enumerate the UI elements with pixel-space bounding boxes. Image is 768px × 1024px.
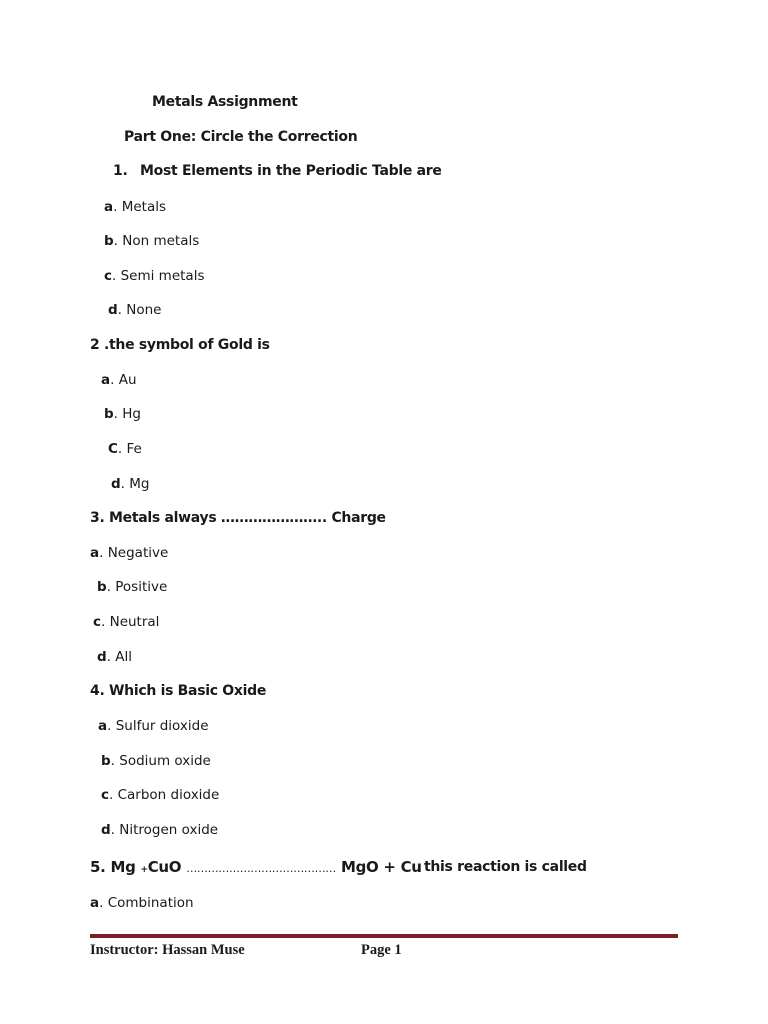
q5-reactant: CuO bbox=[147, 858, 182, 876]
q1-option-b[interactable]: b. Non metals bbox=[104, 233, 200, 249]
q1-option-d[interactable]: d. None bbox=[108, 302, 162, 318]
footer-page-number: Page 1 bbox=[361, 942, 402, 958]
q4-option-a[interactable]: a. Sulfur dioxide bbox=[98, 718, 209, 734]
q5-prefix: 5. Mg bbox=[90, 858, 136, 876]
q3-option-a[interactable]: a. Negative bbox=[90, 545, 169, 561]
question-5 bbox=[90, 858, 422, 879]
document-title: Metals Assignment bbox=[152, 94, 298, 110]
question-2: 2 .the symbol of Gold is bbox=[90, 337, 270, 353]
question-1 bbox=[113, 162, 442, 180]
q1-option-a[interactable]: a. Metals bbox=[104, 199, 167, 215]
question-4: 4. Which is Basic Oxide bbox=[90, 683, 267, 699]
q3-option-d[interactable]: d. All bbox=[97, 649, 132, 665]
question-3: 3. Metals always ………………….. Charge bbox=[90, 510, 386, 526]
question-1-number: 1. bbox=[113, 163, 128, 179]
q1-option-c[interactable]: c. Semi metals bbox=[104, 268, 205, 284]
q2-option-c[interactable]: C. Fe bbox=[108, 441, 142, 457]
q4-option-b[interactable]: b. Sodium oxide bbox=[101, 753, 211, 769]
q4-option-c[interactable]: c. Carbon dioxide bbox=[101, 787, 220, 803]
q5-plus: + bbox=[140, 865, 148, 875]
q2-option-d[interactable]: d. Mg bbox=[111, 476, 150, 492]
q5-tail: this reaction is called bbox=[424, 859, 587, 875]
q5-product: MgO + Cu bbox=[340, 858, 422, 876]
q2-option-a[interactable]: a. Au bbox=[101, 372, 137, 388]
q2-option-b[interactable]: b. Hg bbox=[104, 406, 141, 422]
q3-option-c[interactable]: c. Neutral bbox=[93, 614, 160, 630]
section-heading: Part One: Circle the Correction bbox=[124, 129, 358, 145]
q5-option-a[interactable]: a. Combination bbox=[90, 895, 194, 911]
q3-option-b[interactable]: b. Positive bbox=[97, 579, 168, 595]
footer-instructor: Instructor: Hassan Muse bbox=[90, 942, 245, 958]
q4-option-d[interactable]: d. Nitrogen oxide bbox=[101, 822, 219, 838]
q5-blank: …………………………………… bbox=[186, 862, 337, 875]
footer-divider bbox=[90, 934, 678, 938]
question-1-text: Most Elements in the Periodic Table are bbox=[140, 163, 442, 179]
